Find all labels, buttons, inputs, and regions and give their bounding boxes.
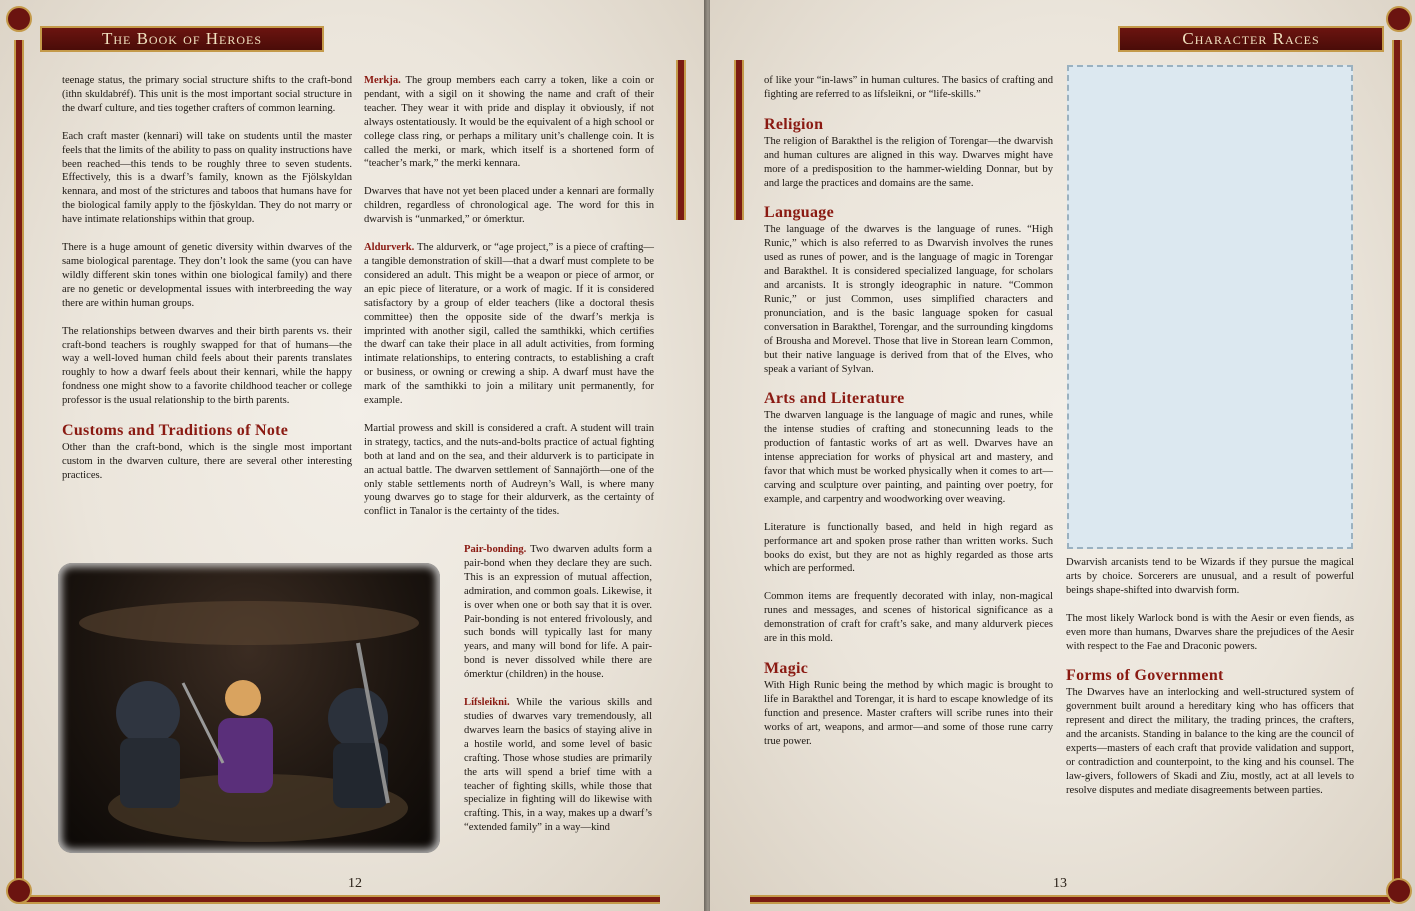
paragraph (464, 696, 652, 835)
paragraph: Dwarves that have not yet been placed under a kennari are formally children, regardless of chronological age. The word for this in dwarvish is “unmarked,” or ómerktur. (364, 186, 654, 226)
section-heading: Religion (764, 115, 824, 133)
left-page (0, 0, 706, 911)
corner-knot-icon (1386, 878, 1412, 904)
right-ornament (676, 60, 686, 220)
term-label: Aldurverk. (364, 242, 415, 254)
section-heading: Arts and Literature (764, 390, 905, 408)
paragraph: The Dwarves have an interlocking and well-structured system of government built around a hereditary king who has officers that represent and direct the military, the trading princes, the crafters, and the arcanists. Standing in balance to the king are the council of experts—masters of each craft that provide validation and support, or contradiction and counterpoint, to the king and his counsel. The law-givers, followers of Skadi and Ziu, mostly, act at all levels to resolve disputes and mediate disagreements between parties. (1066, 687, 1354, 796)
right-border (1392, 40, 1402, 880)
left-ornament (734, 60, 744, 220)
paragraph: teenage status, the primary social structure shifts to the craft-bond (ithn skuldabréf). This unit is the most important social structure in the dwarf culture, and ties together crafters of common learning. (62, 75, 352, 114)
paragraph: The dwarven language is the language of magic and runes, while the intense studies of crafting and stonecunning leads to the production of fantastic works of art as well. Dwarves have an intense appreciation for works of physical art and mastery, and favor that which must be worked physically when it comes to art—carving and sculpture over painting, and painting over poetry, for example, and carpentry and woodworking over weaving. (764, 410, 1053, 505)
paragraph: The most likely Warlock bond is with the Aesir or even fiends, as even more than humans, Dwarves share the prejudices of the Aesir with respect to the Fae and Draconic powers. (1066, 612, 1354, 652)
right-column-1 (764, 74, 1053, 763)
illustration-art (58, 563, 440, 853)
term-text: The group members each carry a token, like a coin or pendant, with a sigil on it showing the name and craft of their teacher. They wear it with pride and display it obviously, if not always ostentatiously. It would be the equivalent of a high school or college class ring, or perhaps a military unit’s challenge coin. It is called the merki, or mark, which itself is a shortened form of “teacher’s mark,” the merki kennara. (364, 75, 654, 170)
paragraph: The relationships between dwarves and their birth parents vs. their craft-bond teachers is roughly swapped for that of humans—the way a well-loved human child feels about their parents translates roughly to how a dwarf feels about their kennari, while the happy fondness one might show to a favorite childhood teacher or college professor is the usual relationship to the birth parents. (62, 325, 352, 407)
paragraph: Other than the craft-bond, which is the single most important custom in the dwarven culture, there are several other interesting practices. (62, 442, 352, 481)
term-text: The aldurverk, or “age project,” is a piece of crafting—a tangible demonstration of skill—that a dwarf must complete to be considered an adult. This might be a weapon or piece of armor, or an epic piece of literature, or a work of magic. If it is considered satisfactory by a group of elder teachers (like a doctoral thesis committee) then the opposite side of the dwarf’s merkja is imprinted with another sigil, called the samthikki, which certifies the dwarf can take their place in all adult activities, from forming intimate relationships, to entering contracts, to establishing a craft or business, or owning or crewing a ship. A dwarf must have the mark of the samthikki to join a military unit permanently, for example. (364, 242, 654, 407)
paragraph: Martial prowess and skill is considered a craft. A student will train in strategy, tactics, and the nuts-and-bolts practice of actual fighting both at land and on the sea, and their aldurverk is to participate in an actual battle. The dwarven settlement of Sannajörth—one of the only stable settlements north of Audreyn’s Wall, is where many young dwarves go to stage for their aldurverk, as the certainty of conflict in Tanalor is the certainty of the tides. (364, 422, 654, 518)
paragraph: Dwarvish arcanists tend to be Wizards if they pursue the magical arts by choice. Sorcerers are unusual, and a result of powerful beings shape-shifted into dwarvish form. (1066, 557, 1354, 596)
term-label: Lífsleikni. (464, 697, 510, 709)
paragraph: With High Runic being the method by which magic is brought to life in Barakthel and Torengar, it is hard to escape knowledge of its function and presence. Master crafters will scribe runes into their works of art, weapons, and armor—and some of those rune carry true power. (764, 680, 1053, 747)
term-text: Two dwarven adults form a pair-bond when they declare they are such. This is an expression of mutual affection, admiration, and common goals. Likewise, it is over when one or both say that it is over. Pair-bonding is not entered frivolously, and such bonds will typically last for many years, and many will bond for life. A pair-bond is never dissolved while there are ómerktur (children) in the house. (464, 544, 652, 681)
page-header: Character Races (1118, 26, 1384, 52)
paragraph: There is a huge amount of genetic diversity within dwarves of the same biological parentage. They don’t look the same (you can have wildly different skin tones within one biological family) and there are no genetic or developmental issues with interbreeding the way there are within human groups. (62, 242, 352, 309)
left-column-2 (364, 74, 654, 533)
section-heading: Forms of Government (1066, 667, 1224, 685)
paragraph: The language of the dwarves is the language of runes. “High Runic,” which is also referred to as Dwarvish involves the runes used as runes of power, and is the language of magic in Torengar and Barakthel. It is considered specialized language, for scholars and arcanists. It is strongly ideographic in nature. “Common Runic,” or just Common, uses simplified characters and pronunciation, and is the basic language spoken for casual conversation in Barakthel, Torengar, and the surrounding kingdoms of Brousha and Morevel. Those that live in Storean learn Common, but their native language is derived from that of the Elves, who speak a variant of Sylvan. (764, 224, 1053, 375)
section-heading: Magic (764, 660, 809, 677)
corner-knot-icon (1386, 6, 1412, 32)
term-label: Merkja. (364, 75, 401, 86)
dwarf-duel-illustration (58, 563, 440, 853)
bottom-border (750, 895, 1390, 904)
left-column-2-lower (464, 543, 652, 849)
corner-knot-icon (6, 6, 32, 32)
left-border (14, 40, 24, 880)
right-column-2 (1066, 556, 1354, 812)
section-heading: Customs and Traditions of Note (62, 422, 289, 440)
term-text: While the various skills and studies of dwarves vary tremendously, all dwarves learn the basics of staying alive in a hostile world, and some level of basic crafting. Those whose studies are primarily the arts will spend a brief time with a teacher of fighting skills, while those that specialize in fighting will do likewise with crafting. This, in a way, makes up a dwarf’s “extended family” in a way—kind (464, 697, 652, 834)
page-number: 12 (348, 876, 362, 891)
section-heading: Language (764, 204, 834, 222)
paragraph (364, 74, 654, 171)
image-placeholder (1067, 65, 1353, 549)
paragraph: Literature is functionally based, and held in high regard as performance art and spoken prose rather than written works. Such books do exist, but they are not as highly regarded as those arts which are performed. (764, 521, 1053, 575)
paragraph: The religion of Barakthel is the religion of Torengar—the dwarvish and human cultures are aligned in this way. Dwarves might have more of a predisposition to the hammer-wielding Donnar, but by and large the practices and domains are the same. (764, 135, 1053, 189)
left-column-1 (62, 74, 352, 497)
paragraph (464, 543, 652, 682)
paragraph: Each craft master (kennari) will take on students until the master feels that the limits of the ability to pass on quality instructions have been reached—this tends to be roughly three to seven students. Effectively, this is a dwarf’s family, known as the Fjölskyldan kennara, and most of the strictures and taboos that humans have for the biological family apply to the fjöskyldan. They do not marry or have intimate relationships within that group. (62, 130, 352, 226)
page-header: The Book of Heroes (40, 26, 324, 52)
paragraph: Common items are frequently decorated with inlay, non-magical runes and messages, and scenes of historical significance as a demonstration of craft for craft’s sake, and many aldurverk pieces are in this mold. (764, 591, 1053, 645)
bottom-border (20, 895, 660, 904)
page-number: 13 (1053, 876, 1067, 891)
term-label: Pair-bonding. (464, 544, 527, 555)
paragraph (364, 241, 654, 408)
corner-knot-icon (6, 878, 32, 904)
paragraph: of like your “in-laws” in human cultures. The basics of crafting and fighting are referred to as lífsleikni, or “life-skills.” (764, 75, 1053, 100)
